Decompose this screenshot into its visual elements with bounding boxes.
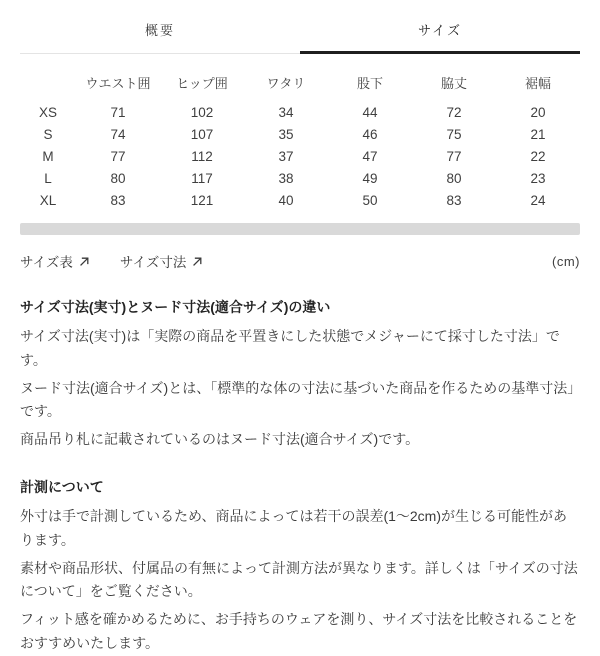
table-row	[20, 189, 580, 211]
measurement-cell: 121	[190, 192, 214, 208]
measurement-cell: 112	[191, 148, 213, 164]
measurement-cell: 38	[278, 170, 294, 186]
section-heading: サイズ寸法(実寸)とヌード寸法(適合サイズ)の違い	[20, 299, 331, 315]
measurement-cell: 37	[278, 148, 294, 164]
tab-bar	[20, 0, 580, 54]
tab-label: サイズ	[418, 23, 462, 38]
measurement-cell: 40	[278, 192, 294, 208]
column-header: 股下	[356, 76, 383, 91]
table-row	[20, 101, 580, 123]
size-measurements-link[interactable]	[120, 251, 203, 271]
measurement-cell: 77	[446, 148, 462, 164]
measurement-cell: 21	[530, 126, 546, 142]
section-paragraph: サイズ寸法(実寸)は「実際の商品を平置きにした状態でメジャーにて採寸した寸法」です。	[20, 328, 560, 368]
size-chart-link[interactable]	[20, 251, 90, 271]
column-header: ワタリ	[266, 76, 306, 91]
size-column-header	[20, 65, 76, 101]
section-paragraph: 外寸は手で計測しているため、商品によっては若干の誤差(1〜2cm)が生じる可能性があります。	[20, 507, 567, 548]
tab-underline	[20, 51, 300, 54]
column-header: 脇丈	[440, 76, 467, 91]
links-row	[20, 251, 580, 272]
section-paragraph: フィット感を確かめるために、お手持ちのウェアを測り、サイズ寸法を比較されることをおすすめいたします。	[20, 611, 578, 651]
measurement-cell: 24	[530, 192, 546, 208]
measurement-cell: 83	[446, 192, 462, 208]
size-table-header-row	[20, 65, 580, 101]
measurement-cell: 44	[362, 104, 378, 120]
info-sections	[20, 297, 580, 656]
table-row	[20, 145, 580, 167]
tab-size[interactable]	[300, 20, 580, 54]
measurement-cell: 20	[530, 104, 546, 120]
size-table	[20, 65, 580, 211]
measurement-cell: 71	[110, 104, 126, 120]
measurement-cell: 102	[190, 104, 214, 120]
row-size-label: S	[43, 126, 53, 142]
row-size-label: XS	[38, 104, 57, 120]
column-header: 裾幅	[524, 76, 551, 91]
table-row	[20, 167, 580, 189]
column-header: ヒップ囲	[176, 76, 228, 91]
measurement-cell: 83	[110, 192, 126, 208]
table-horizontal-scrollbar[interactable]	[20, 223, 580, 235]
measurement-cell: 75	[446, 126, 462, 142]
measurement-cell: 74	[110, 126, 126, 142]
section-paragraph: 素材や商品形状、付属品の有無によって計測方法が異なります。詳しくは「サイズの寸法について」をご覧ください。	[20, 559, 578, 600]
measurement-cell: 47	[362, 148, 378, 164]
measurement-cell: 50	[362, 192, 378, 208]
row-size-label: XL	[39, 192, 57, 208]
tab-overview[interactable]	[20, 20, 300, 54]
row-size-label: M	[42, 148, 54, 164]
tab-underline	[300, 51, 580, 54]
section-paragraph: 商品吊り札に記載されているのはヌード寸法(適合サイズ)です。	[20, 431, 420, 448]
external-link-icon	[192, 256, 203, 267]
section-heading: 計測について	[20, 478, 104, 495]
measurement-cell: 22	[530, 148, 546, 164]
measurement-cell: 107	[190, 126, 214, 142]
measurement-cell: 34	[278, 104, 294, 120]
measurement-cell: 80	[110, 170, 126, 186]
measurement-cell: 72	[446, 104, 462, 120]
section-paragraph: ヌード寸法(適合サイズ)とは、「標準的な体の寸法に基づいた商品を作るための基準寸法」です。	[20, 379, 575, 420]
measurement-cell: 23	[530, 170, 546, 186]
unit-label: (cm)	[552, 254, 580, 269]
row-size-label: L	[44, 170, 52, 186]
tab-label: 概要	[144, 23, 175, 38]
link-label: サイズ表	[20, 255, 73, 270]
measurement-cell: 35	[278, 126, 294, 142]
link-label: サイズ寸法	[119, 255, 187, 270]
measurement-cell: 80	[446, 170, 462, 186]
measurement-cell: 117	[191, 170, 213, 186]
measurement-cell: 77	[110, 148, 126, 164]
measurement-cell: 46	[362, 126, 378, 142]
info-section	[20, 477, 580, 656]
external-link-icon	[79, 256, 90, 267]
info-section	[20, 297, 580, 452]
measurement-cell: 49	[362, 170, 378, 186]
column-header: ウエスト囲	[85, 76, 151, 91]
table-row	[20, 123, 580, 145]
